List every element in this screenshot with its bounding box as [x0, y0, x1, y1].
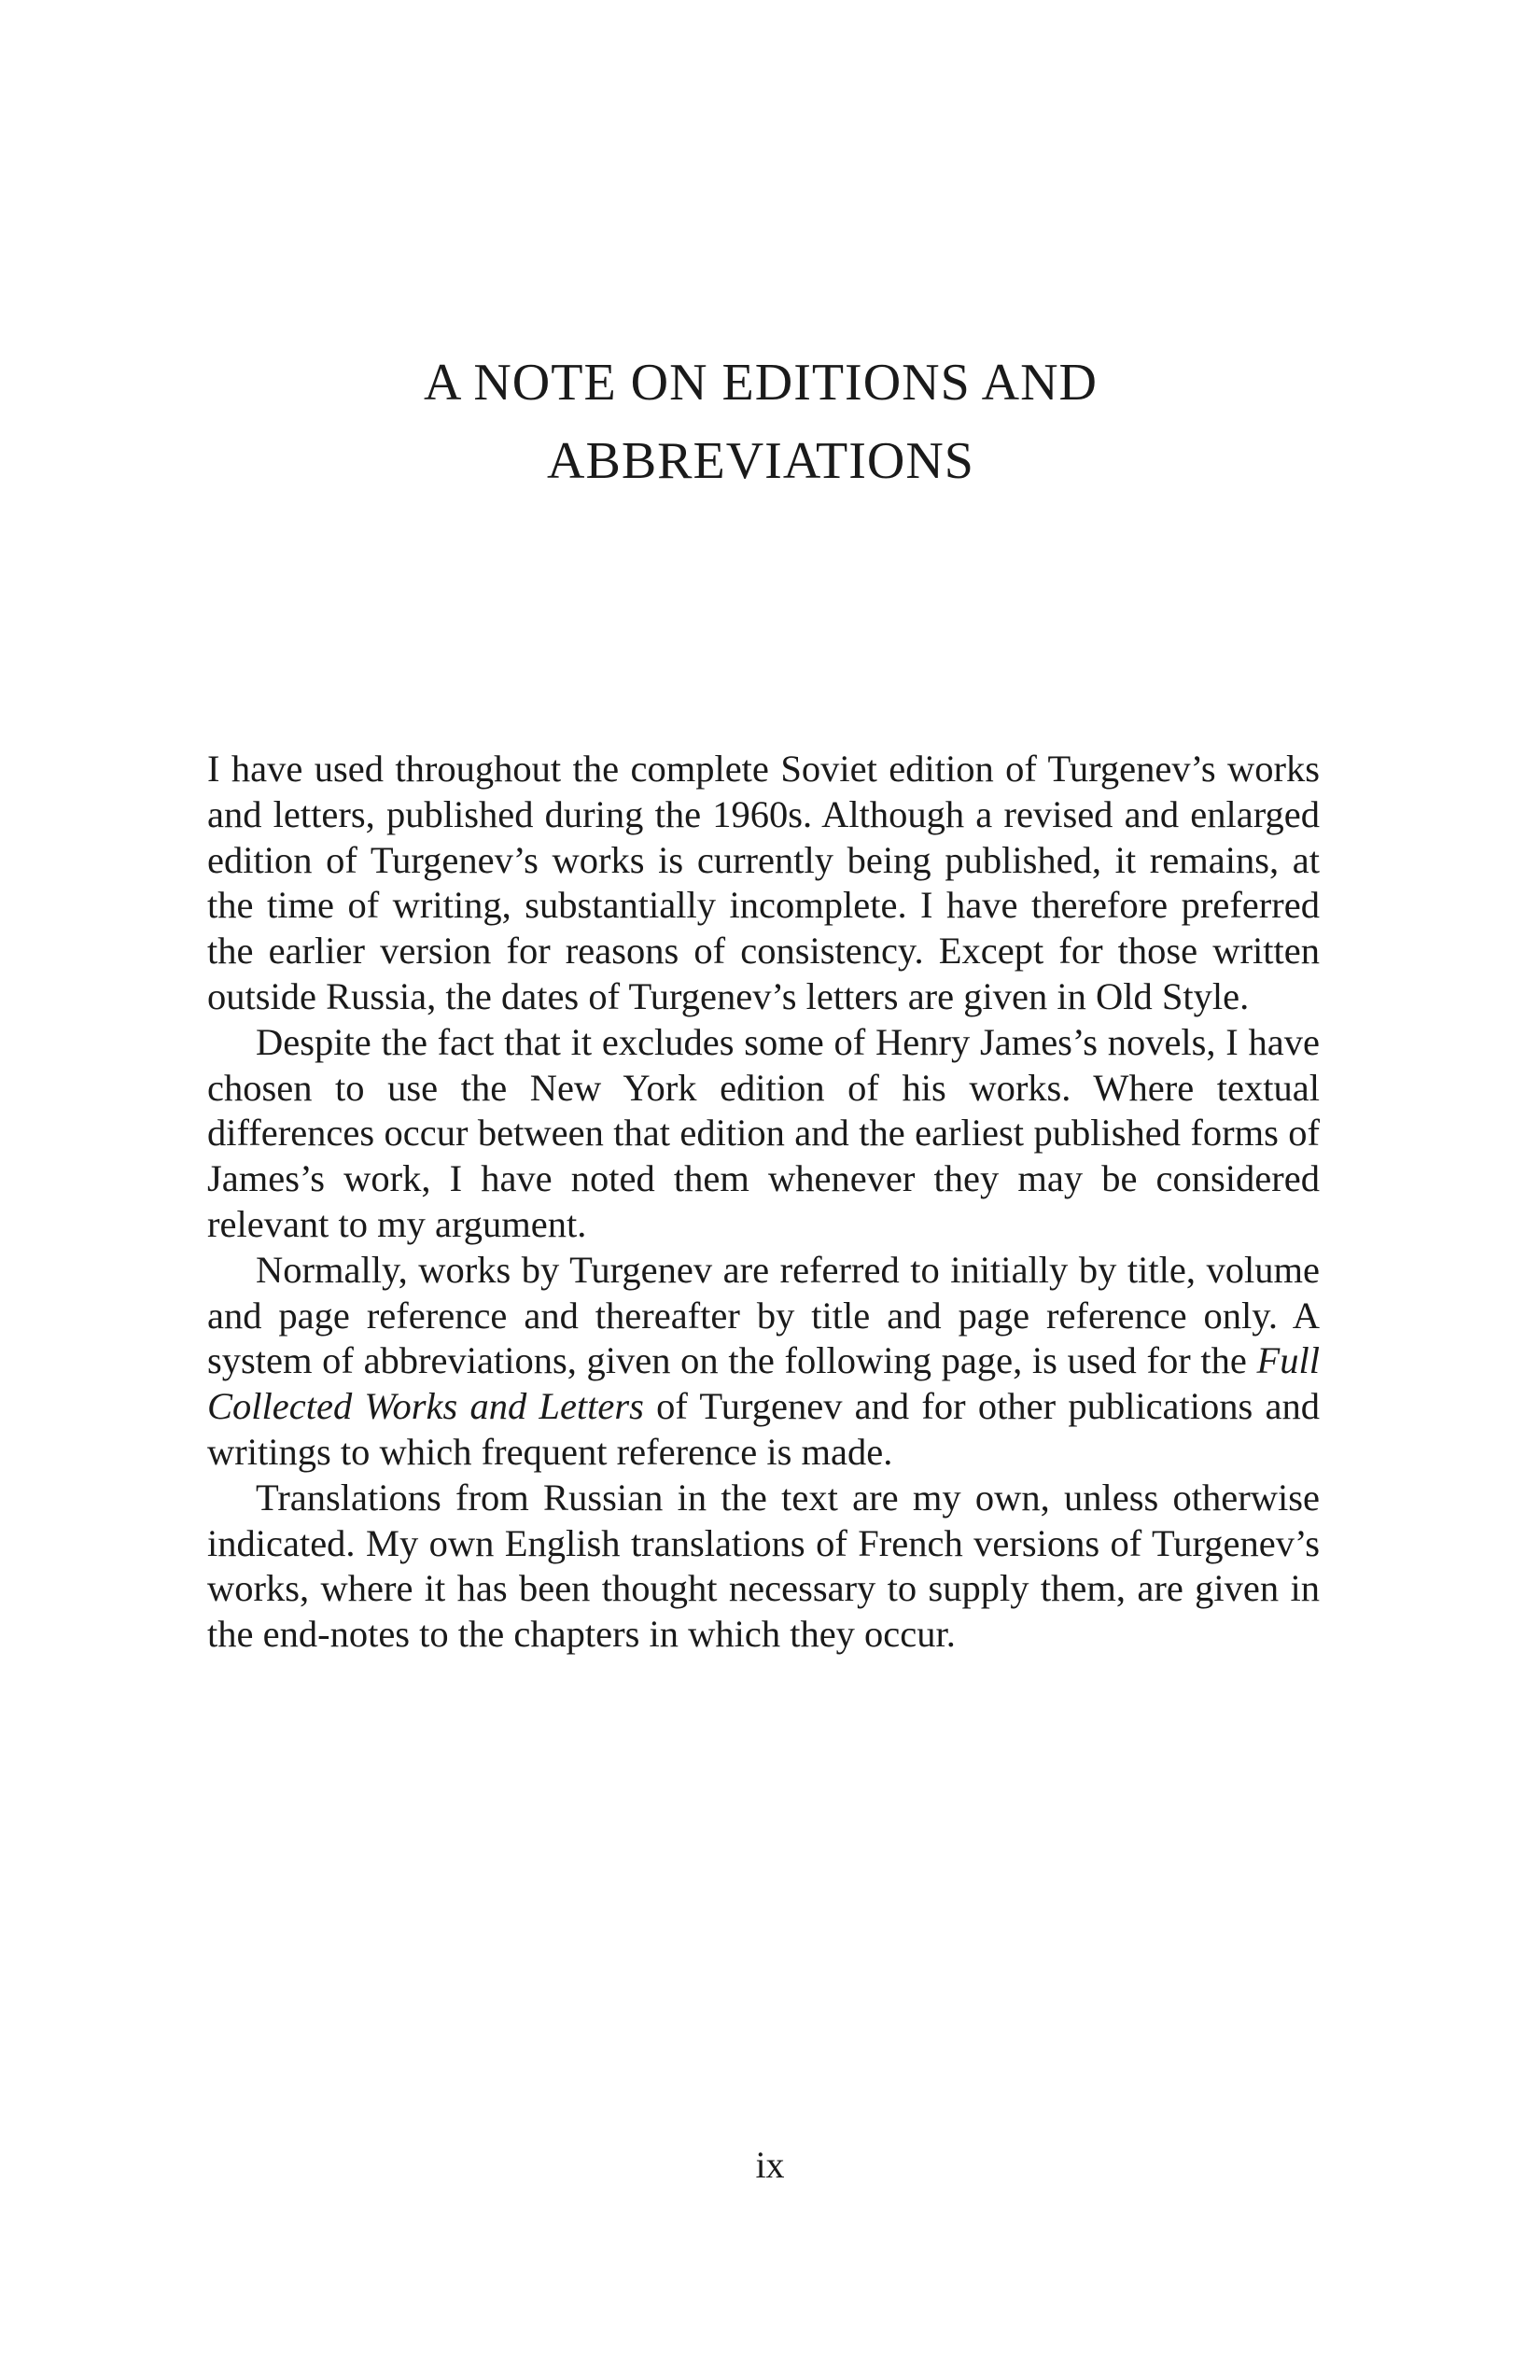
- page-title: [205, 343, 1316, 500]
- paragraph-editions: I have used throughout the complete Soviet edition of Turgenev’s works and letters, published during the 1960s. Although a revised and enlarged edition of Turgenev’s works is currently being published, it remains, at the time of writing, substantially incomplete. I have therefore preferred the earlier version for reasons of consistency. Except for those written outside Russia, the dates of Turgenev’s letters are given in Old Style.: [207, 748, 1320, 1017]
- paragraph-references-text-end: of Turgenev and for other publications and writings to which frequent reference is made.: [207, 1385, 1320, 1473]
- page-number: ix: [755, 2144, 785, 2186]
- body-text: [207, 747, 1320, 1658]
- paragraph-translations: Translations from Russian in the text are my own, unless otherwise indicated. My own English translations of French versions of Turgenev’s works, where it has been thought necessary to supply them, are given in the end-notes to the chapters in which they occur.: [207, 1476, 1320, 1656]
- paragraph-references: [207, 1248, 1320, 1476]
- page-title-line-1: A NOTE ON EDITIONS AND: [424, 354, 1098, 412]
- paragraph-james-edition: Despite the fact that it excludes some of Henry James’s novels, I have chosen to use the New York edition of his works. Where textual differences occur between that edition and the earliest published forms of James’s work, I have noted them whenever they may be considered relevant to my argument.: [207, 1020, 1320, 1245]
- page-title-line-2: ABBREVIATIONS: [547, 432, 974, 490]
- work-title-italic: Full Collected Works and Letters: [207, 1339, 1320, 1428]
- paragraph-references-text-start: Normally, works by Turgenev are referred to initially by title, volume and page reference and thereafter by title and page reference only. A system of abbreviations, given on the following page, is used for the: [207, 1248, 1320, 1382]
